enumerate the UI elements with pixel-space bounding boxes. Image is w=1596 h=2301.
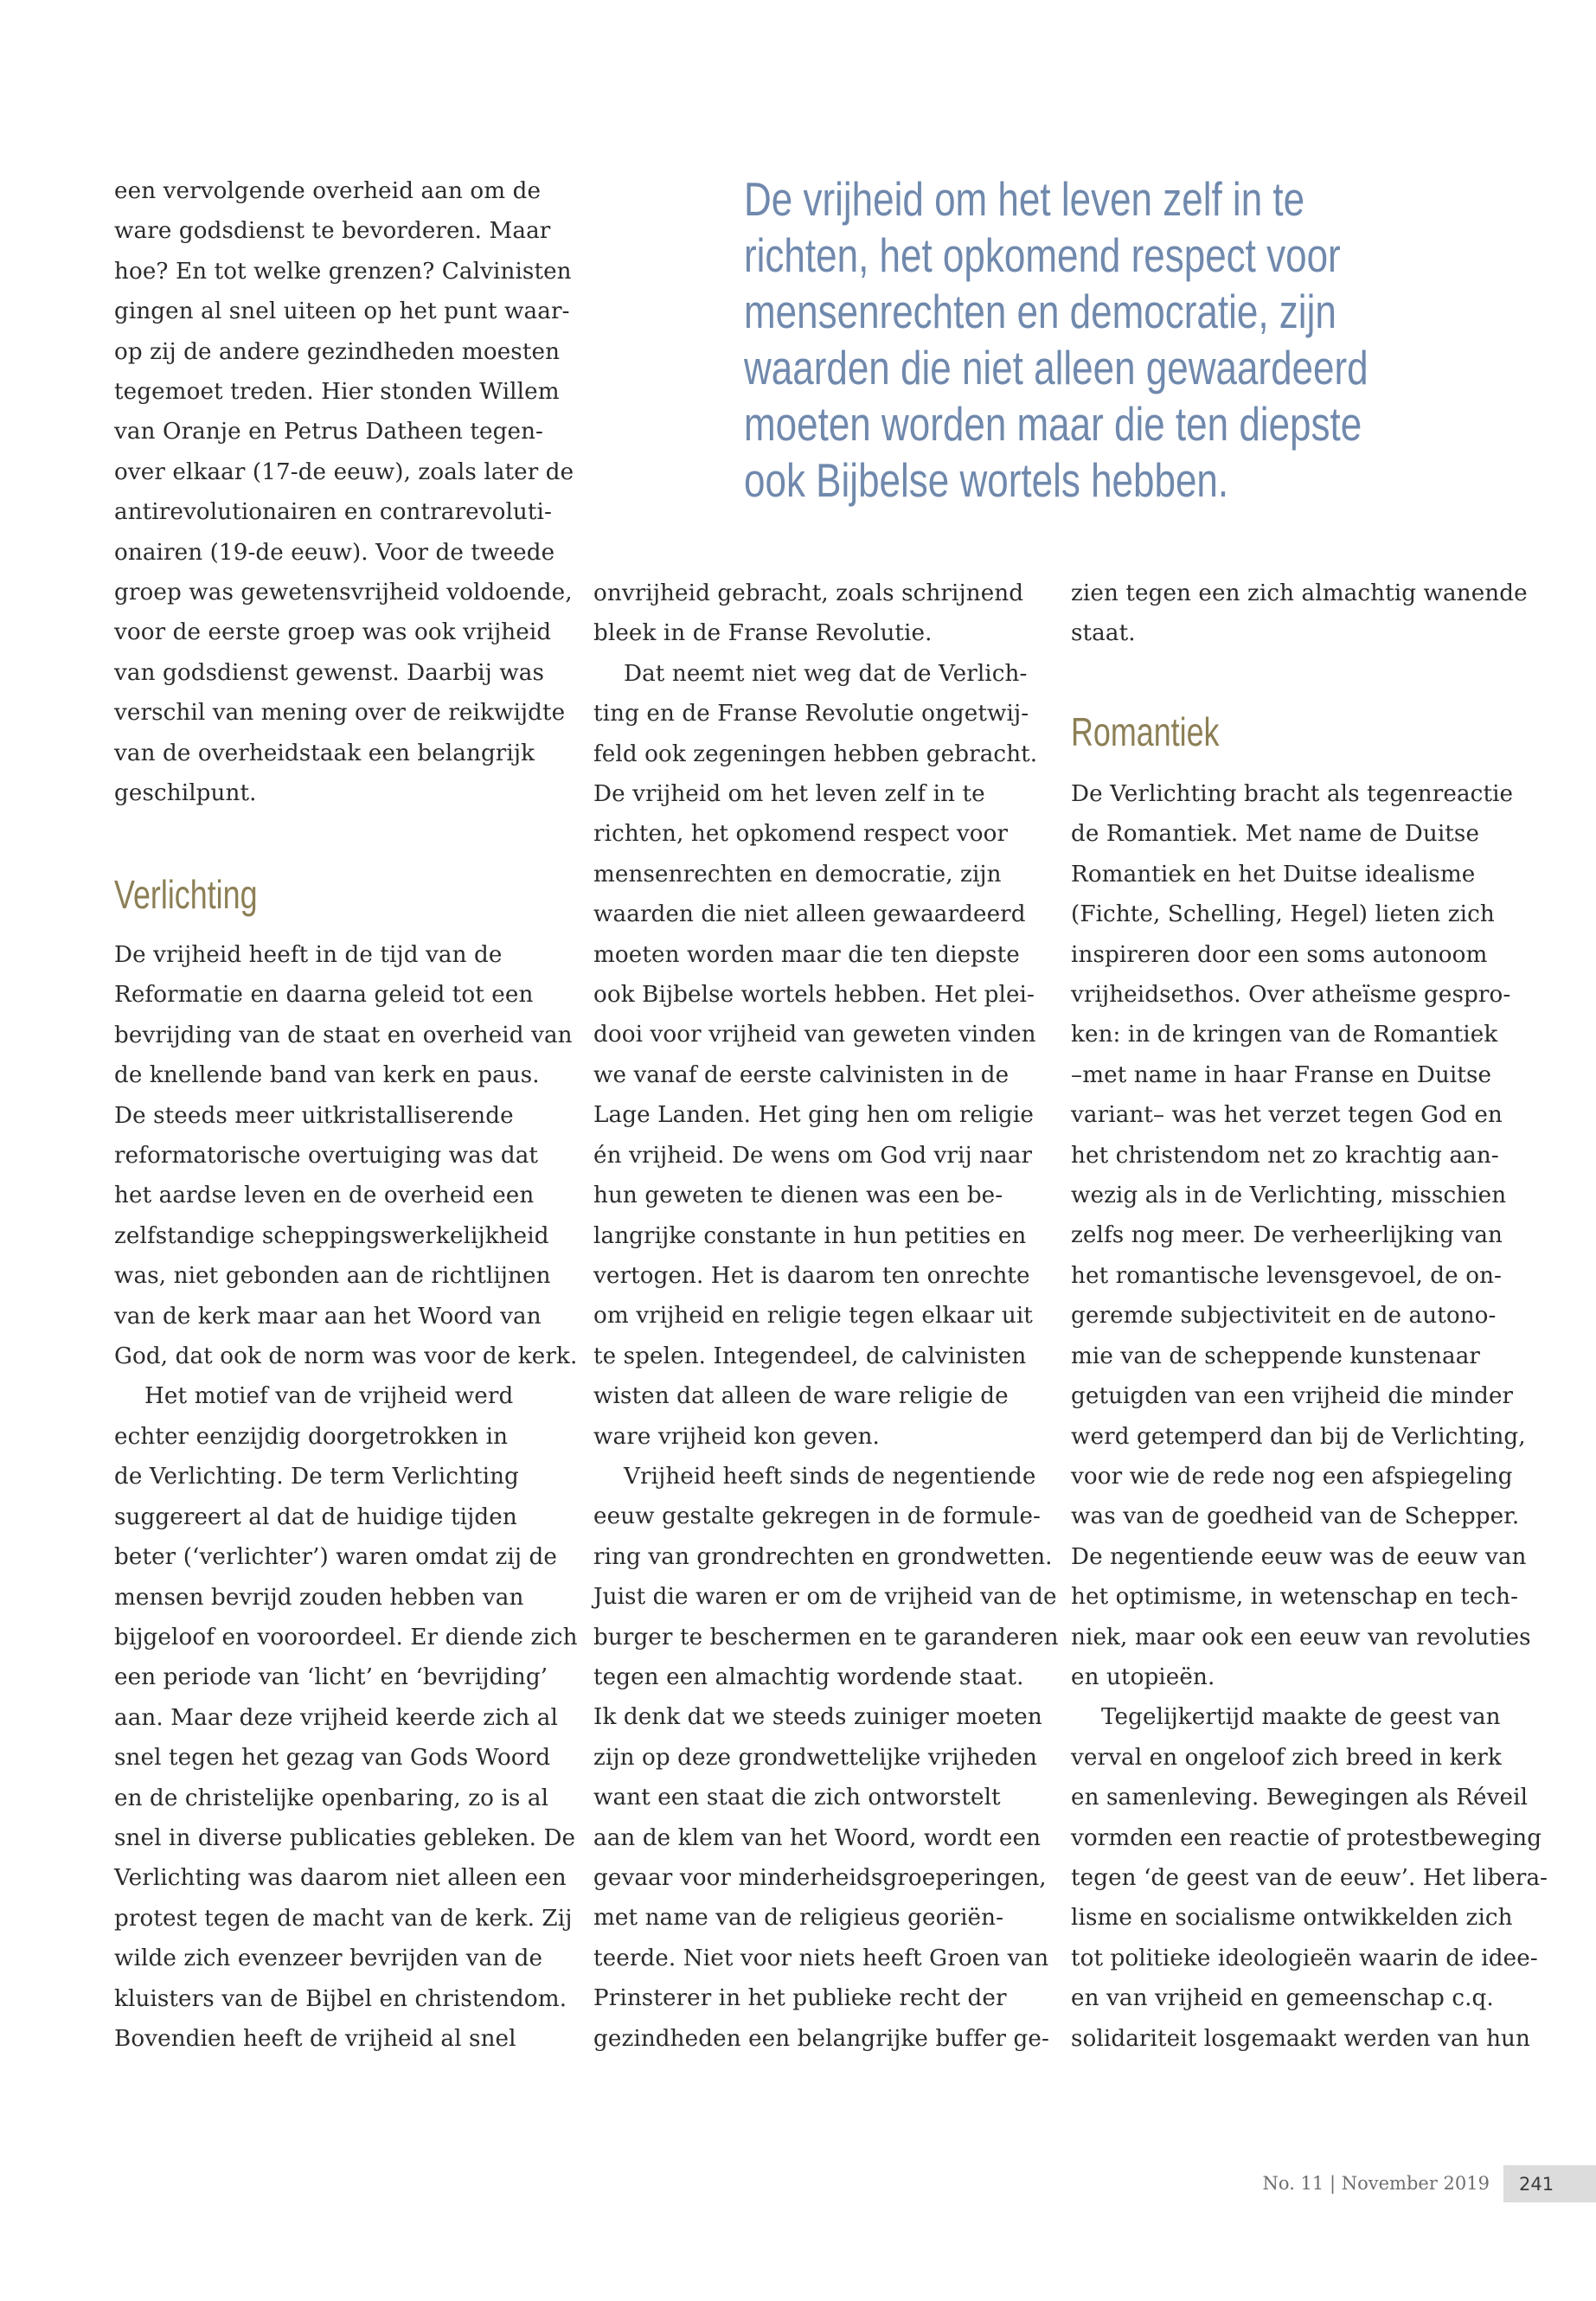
text-line: De Verlichting bracht als tegenreactie — [1071, 781, 1514, 807]
text-line: dooi voor vrijheid van geweten vinden — [593, 1022, 1036, 1048]
text-line: mensen bevrijd zouden hebben van — [114, 1584, 524, 1611]
text-line: eeuw gestalte gekregen in de formule- — [593, 1503, 1042, 1530]
column-3-top — [1071, 574, 1528, 654]
text-line: zelfs nog meer. De verheerlijking van — [1071, 1222, 1503, 1249]
text-line: én vrijheid. De wens om God vrij naar — [593, 1142, 1033, 1169]
text-line: geremde subjectiviteit en de autono- — [1071, 1303, 1497, 1330]
text-line: het optimisme, in wetenschap en tech- — [1071, 1584, 1519, 1611]
text-line: ware godsdienst te bevorderen. Maar — [114, 218, 551, 245]
text-line: ting en de Franse Revolutie ongetwij- — [593, 701, 1029, 727]
section-heading-verlichting: Verlichting — [114, 872, 258, 917]
text-line: het christendom net zo krachtig aan- — [1071, 1142, 1499, 1169]
text-line: het romantische levensgevoel, de on- — [1071, 1262, 1502, 1289]
pull-quote-line: ook Bijbelse wortels hebben. — [744, 453, 1229, 507]
text-line: geschilpunt. — [114, 780, 257, 807]
text-line: De negentiende eeuw was de eeuw van — [1071, 1543, 1527, 1570]
text-line: was, niet gebonden aan de richtlijnen — [114, 1263, 551, 1290]
text-line: groep was gewetensvrijheid voldoende, — [114, 580, 573, 606]
text-line: burger te beschermen en te garanderen — [593, 1624, 1059, 1650]
text-line: –met name in haar Franse en Duitse — [1071, 1061, 1492, 1088]
text-line: hun geweten te dienen was een be- — [593, 1183, 1003, 1209]
text-line: een periode van ‘licht’ en ‘bevrijding’ — [114, 1664, 548, 1691]
pull-quote-line: moeten worden maar die ten diepste — [744, 397, 1362, 451]
text-line: voor wie de rede nog een afspiegeling — [1071, 1463, 1513, 1490]
text-line: met name van de religieus georiën- — [593, 1905, 1004, 1932]
text-line: ken: in de kringen van de Romantiek — [1071, 1022, 1498, 1048]
text-line: zelfstandige scheppingswerkelijkheid — [114, 1222, 549, 1249]
text-line: snel in diverse publicaties gebleken. De — [114, 1824, 576, 1851]
page-number-box — [1503, 2165, 1596, 2202]
text-line: van godsdienst gewenst. Daarbij was — [114, 659, 545, 686]
text-line: gezindheden een belangrijke buffer ge- — [593, 2025, 1049, 2052]
text-line: vertogen. Het is daarom ten onrechte — [593, 1262, 1030, 1289]
text-line: echter eenzijdig doorgetrokken in — [114, 1423, 509, 1450]
column-1-body — [114, 935, 578, 2059]
text-line: gevaar voor minderheidsgroeperingen, — [593, 1865, 1047, 1891]
text-line: vrijheidsethos. Over atheïsme gespro- — [1071, 982, 1511, 1009]
text-line: de knellende band van kerk en paus. — [114, 1062, 540, 1089]
text-line: Lage Landen. Het ging hen om religie — [593, 1102, 1034, 1129]
footer-date: November 2019 — [1341, 2173, 1490, 2194]
text-line: beter (‘verlichter’) waren omdat zij de — [114, 1544, 557, 1571]
column-2 — [593, 574, 1059, 2059]
text-line: hoe? En tot welke grenzen? Calvinisten — [114, 258, 572, 285]
pull-quote-line: waarden die niet alleen gewaardeerd — [744, 341, 1368, 394]
text-line: De vrijheid om het leven zelf in te — [593, 781, 985, 808]
text-line: Juist die waren er om de vrijheid van de — [593, 1584, 1057, 1611]
text-line: aan. Maar deze vrijheid keerde zich al — [114, 1704, 558, 1731]
text-line: zijn op deze grondwettelijke vrijheden — [593, 1744, 1038, 1771]
text-line: Romantiek en het Duitse idealisme — [1071, 861, 1476, 888]
text-line: mensenrechten en democratie, zijn — [593, 861, 1002, 888]
pull-quote-line: richten, het opkomend respect voor — [744, 228, 1341, 282]
pull-quote-line: De vrijheid om het leven zelf in te — [744, 172, 1305, 226]
text-line: Reformatie en daarna geleid tot een — [114, 982, 534, 1009]
text-line: gingen al snel uiteen op het punt waar- — [114, 298, 570, 325]
text-line: de Verlichting. De term Verlichting — [114, 1464, 519, 1490]
text-line: God, dat ook de norm was voor de kerk. — [114, 1343, 578, 1370]
page-number: 241 — [1519, 2174, 1554, 2195]
text-line: ware vrijheid kon geven. — [593, 1423, 880, 1450]
column-3-body — [1071, 774, 1548, 2059]
text-line: bleek in de Franse Revolutie. — [593, 620, 933, 647]
text-line: vormden een reactie of protestbeweging — [1071, 1824, 1542, 1851]
text-line: Het motief van de vrijheid werd — [144, 1383, 514, 1410]
text-line: op zij de andere gezindheden moesten — [114, 338, 561, 365]
text-line: teerde. Niet voor niets heeft Groen van — [593, 1945, 1049, 1971]
text-line: suggereert al dat de huidige tijden — [114, 1503, 517, 1530]
text-line: tegemoet treden. Hier stonden Willem — [114, 379, 560, 406]
text-line: ring van grondrechten en grondwetten. — [593, 1543, 1053, 1570]
text-line: langrijke constante in hun petities en — [593, 1222, 1027, 1249]
text-line: ook Bijbelse wortels hebben. Het plei- — [593, 982, 1035, 1009]
text-line: inspireren door een soms autonoom — [1071, 941, 1488, 968]
text-line: de Romantiek. Met name de Duitse — [1071, 821, 1480, 848]
text-line: van de overheidstaak een belangrijk — [114, 740, 535, 766]
text-line: werd getemperd dan bij de Verlichting, — [1071, 1423, 1526, 1450]
text-line: tegen een almachtig wordende staat. — [593, 1663, 1024, 1690]
text-line: staat. — [1071, 620, 1136, 647]
text-line: bijgeloof en vooroordeel. Er diende zich — [114, 1624, 578, 1650]
text-line: kluisters van de Bijbel en christendom. — [114, 1985, 567, 2012]
text-line: mie van de scheppende kunstenaar — [1071, 1343, 1481, 1369]
text-line: Bovendien heeft de vrijheid al snel — [114, 2025, 516, 2052]
text-line: wilde zich evenzeer bevrijden van de — [114, 1945, 543, 1972]
text-line: snel tegen het gezag van Gods Woord — [114, 1745, 551, 1772]
text-line: tegen ‘de geest van de eeuw’. Het libera- — [1071, 1864, 1548, 1891]
text-line: moeten worden maar die ten diepste — [593, 941, 1020, 968]
text-line: was van de goedheid van de Schepper. — [1071, 1503, 1520, 1530]
text-line: lisme en socialisme ontwikkelden zich — [1071, 1905, 1513, 1932]
text-line: wisten dat alleen de ware religie de — [593, 1383, 1009, 1410]
text-line: niek, maar ook een eeuw van revoluties — [1071, 1624, 1531, 1650]
text-line: verschil van mening over de reikwijdte — [114, 700, 566, 727]
footer-issue: No. 11 — [1262, 2173, 1324, 2194]
text-line: onairen (19-de eeuw). Voor de tweede — [114, 539, 555, 566]
column-1-intro — [114, 171, 574, 814]
text-line: en utopieën. — [1071, 1663, 1215, 1690]
text-line: verval en ongeloof zich breed in kerk — [1071, 1744, 1502, 1771]
text-line: antirevolutionairen en contrarevoluti- — [114, 499, 552, 526]
text-line: variant– was het verzet tegen God en — [1071, 1102, 1503, 1129]
text-line: tot politieke ideologieën waarin de idee- — [1071, 1945, 1538, 1971]
text-line: getuigden van een vrijheid die minder — [1071, 1383, 1514, 1410]
pull-quote-line: mensenrechten en democratie, zijn — [744, 285, 1336, 338]
text-line: het aardse leven en de overheid een — [114, 1183, 535, 1209]
text-line: (Fichte, Schelling, Hegel) lieten zich — [1071, 901, 1495, 928]
footer-separator: | — [1329, 2173, 1336, 2194]
text-line: Prinsterer in het publieke recht der — [593, 1985, 1007, 2012]
text-line: Tegelijkertijd maakte de geest van — [1101, 1704, 1501, 1731]
text-line: zien tegen een zich almachtig wanende — [1071, 580, 1528, 606]
text-line: een vervolgende overheid aan om de — [114, 178, 542, 204]
text-line: en van vrijheid en gemeenschap c.q. — [1071, 1985, 1494, 2012]
text-line: bevrijding van de staat en overheid van — [114, 1022, 573, 1048]
pull-quote — [744, 171, 1522, 509]
text-line: feld ook zegeningen hebben gebracht. — [593, 740, 1038, 767]
text-line: we vanaf de eerste calvinisten in de — [593, 1061, 1010, 1088]
text-line: voor de eerste groep was ook vrijheid — [114, 619, 552, 646]
text-line: want een staat die zich ontworstelt — [593, 1785, 1001, 1811]
text-line: solidariteit losgemaakt werden van hun — [1071, 2025, 1530, 2052]
text-line: waarden die niet alleen gewaardeerd — [593, 901, 1026, 928]
text-line: Ik denk dat we steeds zuiniger moeten — [593, 1704, 1042, 1731]
text-line: van Oranje en Petrus Datheen tegen- — [114, 419, 543, 445]
text-line: richten, het opkomend respect voor — [593, 821, 1009, 848]
text-line: onvrijheid gebracht, zoals schrijnend — [593, 580, 1024, 606]
text-line: Dat neemt niet weg dat de Verlich- — [624, 660, 1028, 687]
text-line: over elkaar (17-de eeuw), zoals later de — [114, 458, 574, 485]
text-line: van de kerk maar aan het Woord van — [114, 1303, 542, 1330]
text-line: De vrijheid heeft in de tijd van de — [114, 942, 503, 968]
text-line: te spelen. Integendeel, de calvinisten — [593, 1343, 1027, 1369]
text-line: Vrijheid heeft sinds de negentiende — [624, 1463, 1036, 1490]
text-line: om vrijheid en religie tegen elkaar uit — [593, 1303, 1033, 1330]
section-heading-romantiek: Romantiek — [1071, 709, 1220, 754]
text-line: en de christelijke openbaring, zo is al — [114, 1785, 549, 1811]
text-line: en samenleving. Bewegingen als Réveil — [1071, 1785, 1529, 1811]
text-line: De steeds meer uitkristalliserende — [114, 1102, 514, 1129]
text-line: Verlichting was daarom niet alleen een — [114, 1865, 567, 1892]
text-line: protest tegen de macht van de kerk. Zij — [114, 1905, 573, 1932]
footer-issue-info — [1263, 2170, 1490, 2197]
text-line: reformatorische overtuiging was dat — [114, 1143, 539, 1170]
text-line: wezig als in de Verlichting, misschien — [1071, 1183, 1507, 1209]
text-line: aan de klem van het Woord, wordt een — [593, 1824, 1042, 1851]
